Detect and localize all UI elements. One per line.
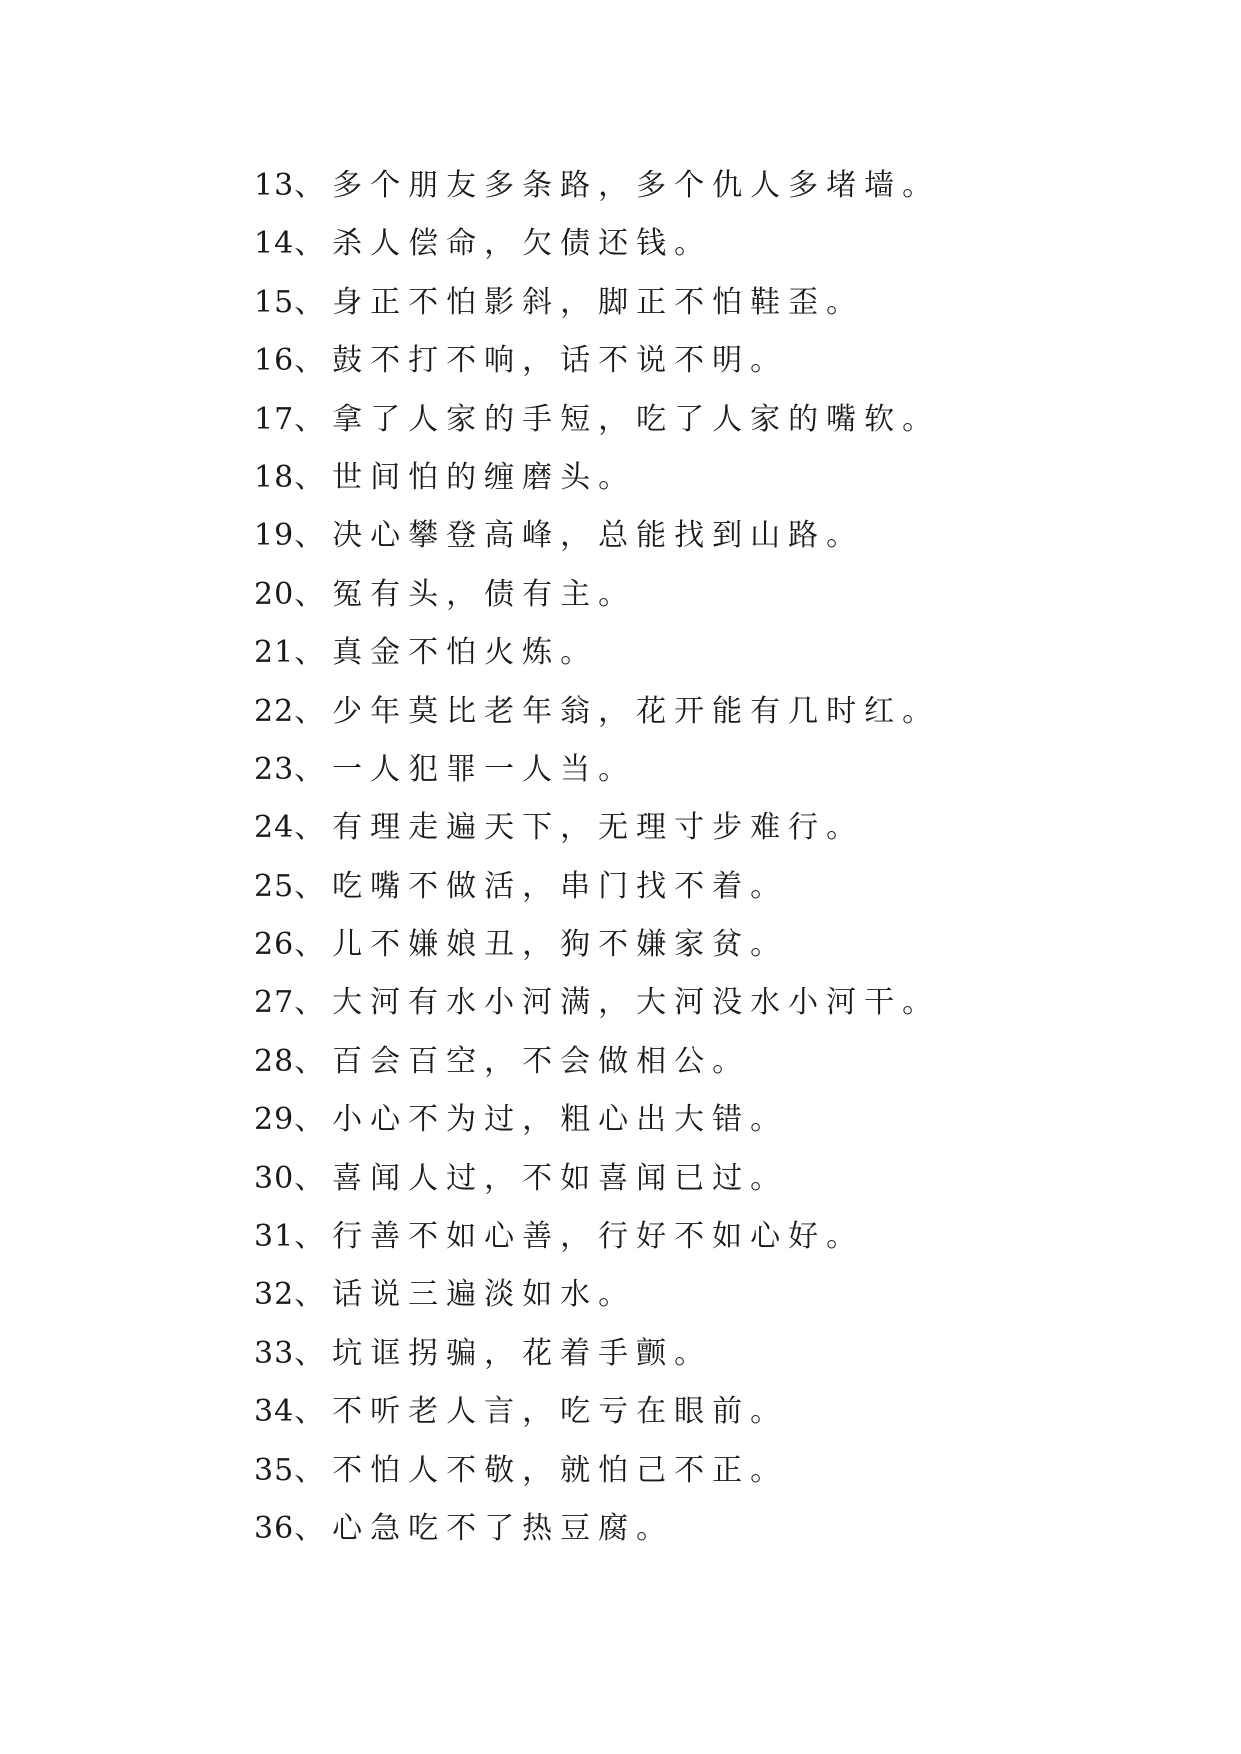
list-item [254,624,940,682]
item-text: 、话说三遍淡如水。 [294,1277,637,1313]
list-item [254,1091,940,1149]
item-text: 、有理走遍天下，无理寸步难行。 [294,810,865,846]
item-text: 、世间怕的缠磨头。 [294,459,637,495]
item-text: 、决心攀登高峰，总能找到山路。 [294,518,865,554]
list-item [254,858,940,916]
list-item [254,1033,940,1091]
item-text: 、鼓不打不响，话不说不明。 [294,343,789,379]
item-number: 18 [254,459,295,495]
item-text: 、多个朋友多条路，多个仇人多堵墙。 [294,168,941,203]
item-number: 30 [254,1160,295,1196]
item-number: 32 [254,1277,295,1313]
item-text: 、不怕人不敬，就怕己不正。 [294,1452,789,1488]
list-item [254,391,940,449]
item-number: 27 [254,985,295,1021]
item-number: 33 [254,1335,295,1371]
item-text: 、拿了人家的手短，吃了人家的嘴软。 [294,401,941,437]
list-item [254,215,940,273]
item-text: 、杀人偿命，欠债还钱。 [294,226,713,262]
list-item [254,1383,940,1441]
list-item [254,741,940,799]
list-item [254,974,940,1032]
item-text: 、吃嘴不做活，串门找不着。 [294,868,789,904]
item-text: 、小心不为过，粗心出大错。 [294,1102,789,1138]
item-text: 、行善不如心善，行好不如心好。 [294,1219,865,1255]
list-item [254,799,940,857]
item-text: 、百会百空，不会做相公。 [294,1043,751,1079]
item-number: 35 [254,1452,295,1488]
item-number: 31 [254,1219,295,1255]
proverb-list [254,157,940,1558]
item-number: 21 [254,635,295,671]
item-number: 20 [254,576,295,612]
list-item [254,566,940,624]
list-item [254,449,940,507]
item-number: 28 [254,1043,295,1079]
item-text: 、儿不嫌娘丑，狗不嫌家贫。 [294,927,789,963]
item-number: 17 [254,401,295,437]
list-item [254,332,940,390]
item-number: 24 [254,810,295,846]
list-item [254,274,940,332]
list-item [254,1150,940,1208]
item-number: 23 [254,751,295,787]
list-item [254,1266,940,1324]
list-item [254,1208,940,1266]
list-item [254,683,940,741]
item-number: 14 [254,226,295,262]
list-item [254,1442,940,1500]
item-number: 25 [254,868,295,904]
item-number: 15 [254,284,295,320]
item-number: 13 [254,168,295,203]
item-text: 、冤有头，债有主。 [294,576,637,612]
item-text: 、不听老人言，吃亏在眼前。 [294,1394,789,1430]
item-number: 26 [254,927,295,963]
item-text: 、身正不怕影斜，脚正不怕鞋歪。 [294,284,865,320]
item-number: 16 [254,343,295,379]
list-item [254,157,940,215]
list-item [254,1325,940,1383]
item-number: 19 [254,518,295,554]
item-text: 、坑诓拐骗，花着手颤。 [294,1335,713,1371]
list-item [254,507,940,565]
item-number: 36 [254,1510,295,1546]
item-text: 、心急吃不了热豆腐。 [294,1510,675,1546]
item-text: 、少年莫比老年翁，花开能有几时红。 [294,693,941,729]
item-text: 、真金不怕火炼。 [294,635,599,671]
item-text: 、大河有水小河满，大河没水小河干。 [294,985,941,1021]
list-item [254,1500,940,1558]
item-text: 、喜闻人过，不如喜闻已过。 [294,1160,789,1196]
item-number: 34 [254,1394,295,1430]
list-item [254,916,940,974]
item-number: 29 [254,1102,295,1138]
item-number: 22 [254,693,295,729]
item-text: 、一人犯罪一人当。 [294,751,637,787]
